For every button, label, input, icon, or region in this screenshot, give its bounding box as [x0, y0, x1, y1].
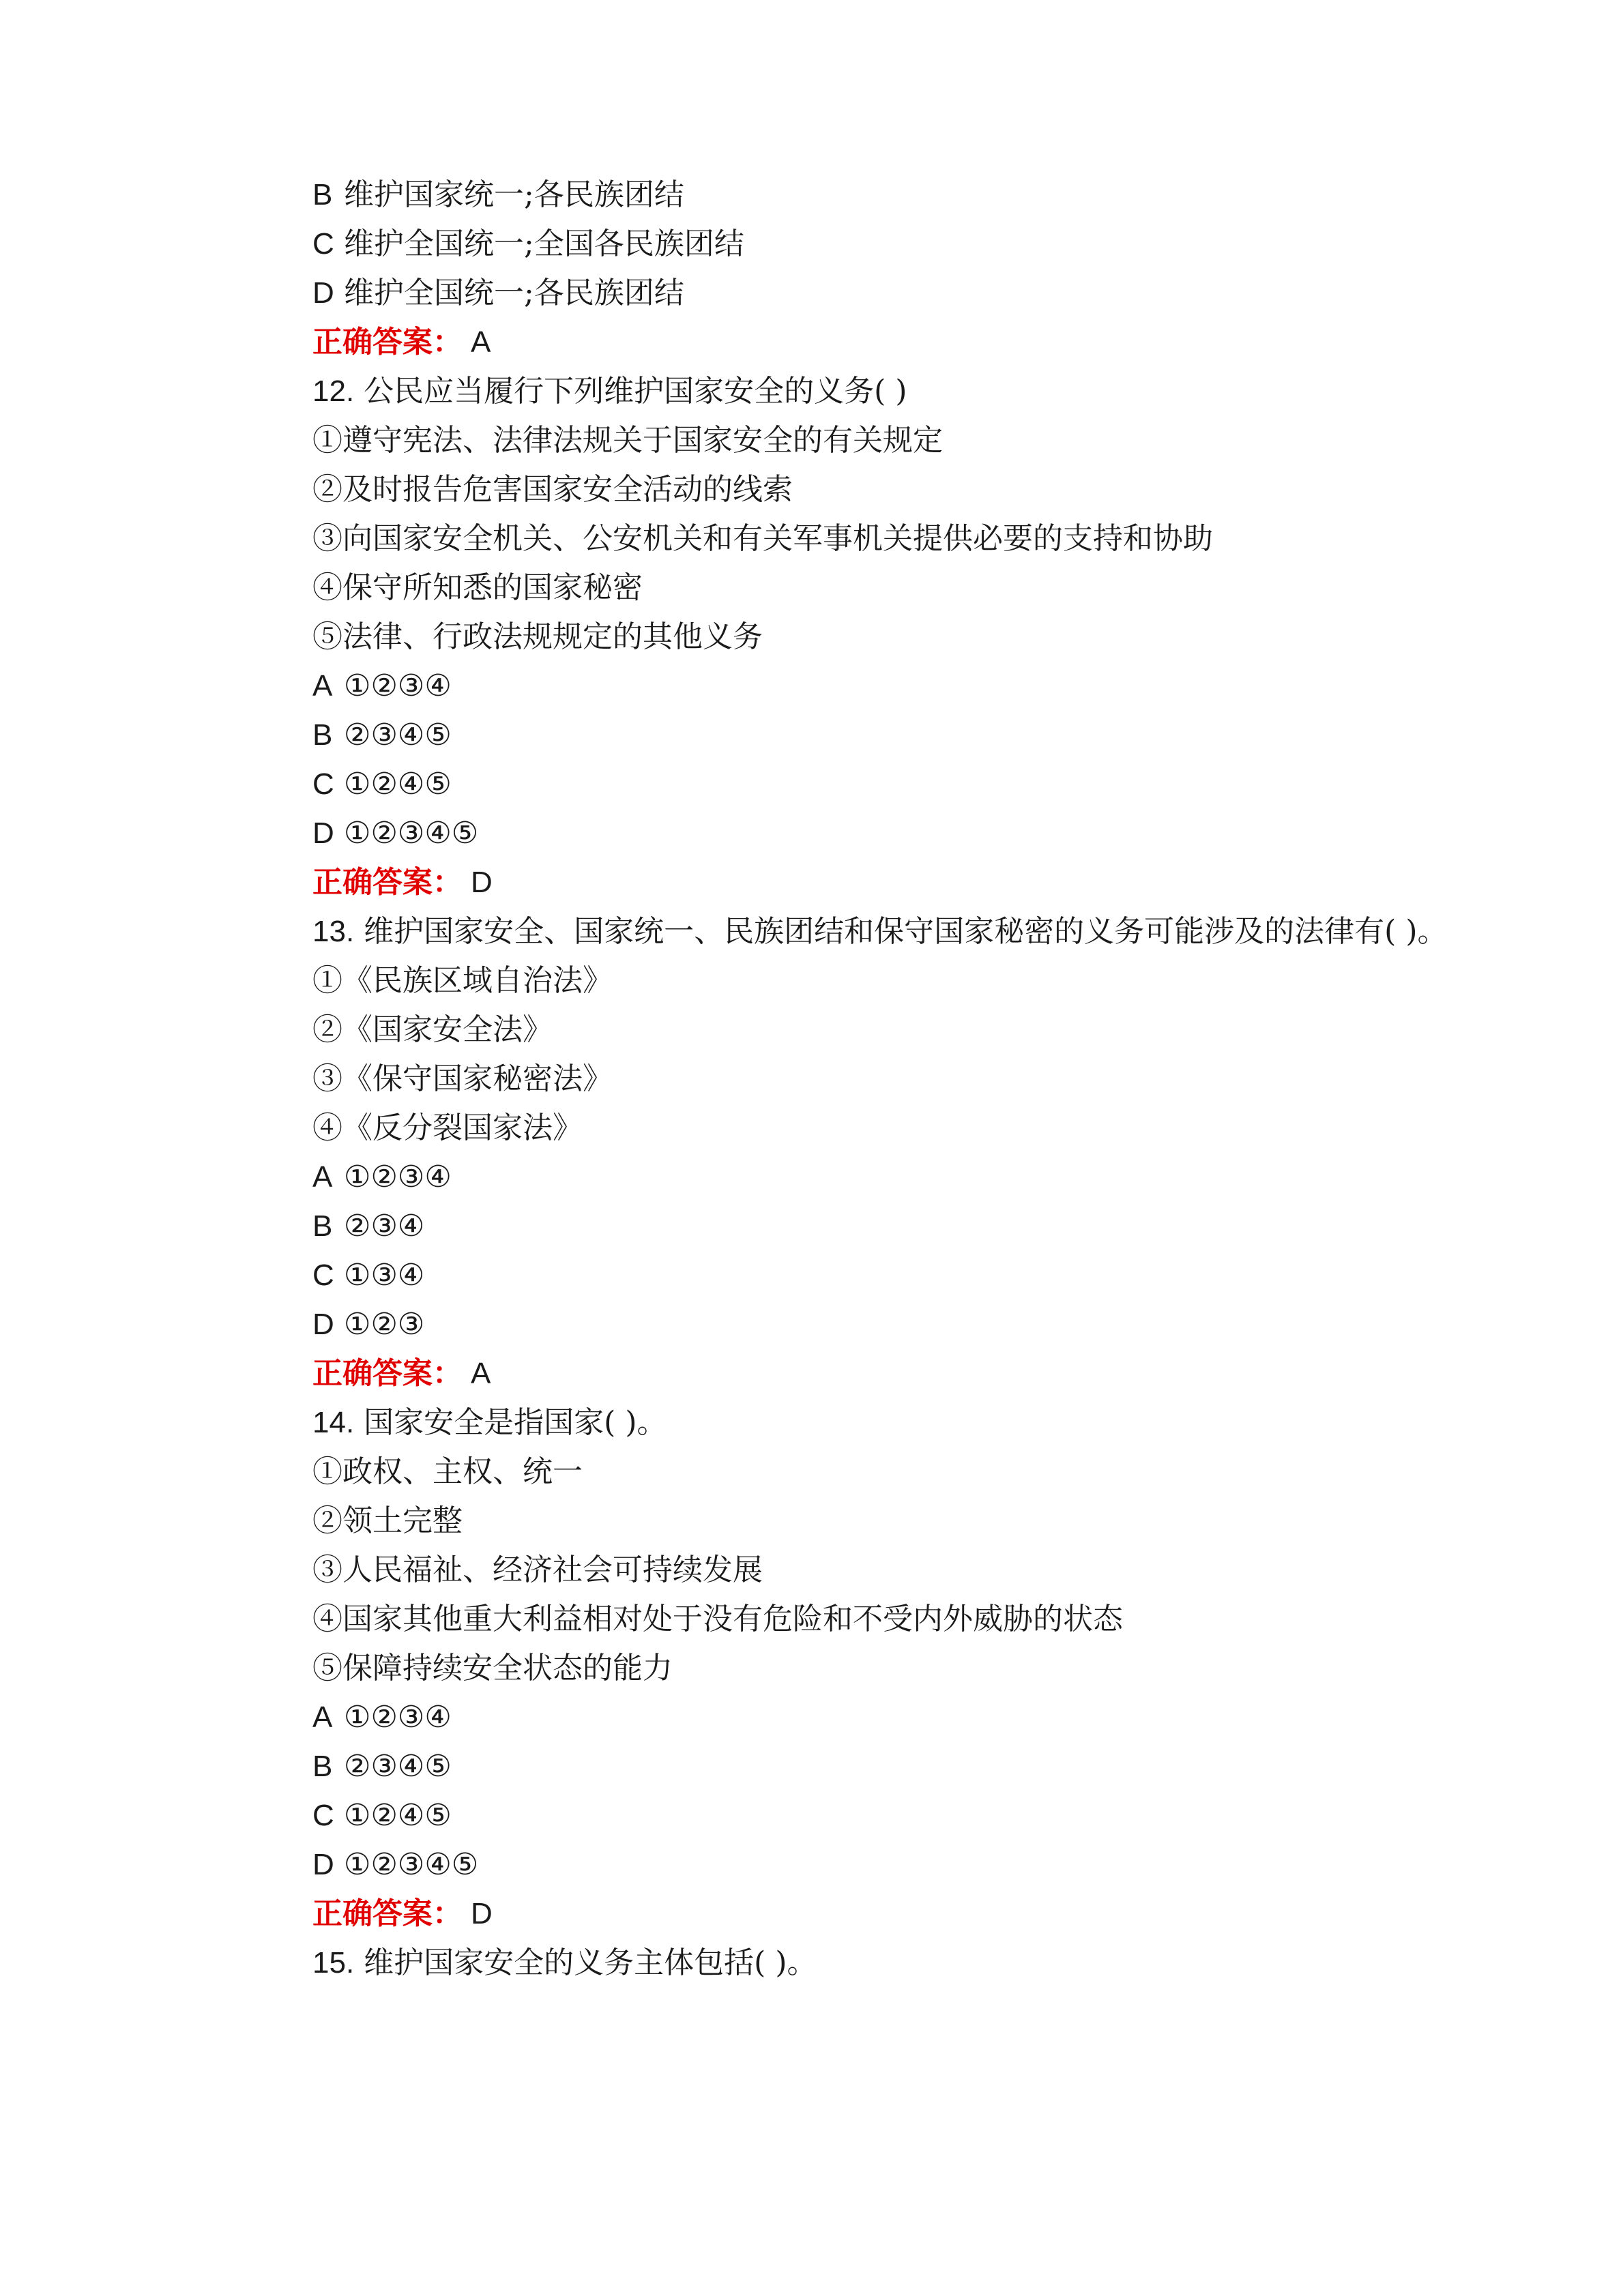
question-11-tail: [312, 171, 1472, 367]
option-text: 维护全国统一;各民族团结: [344, 276, 684, 310]
statement-item: ③向国家安全机关、公安机关和有关军事机关提供必要的支持和协助: [312, 521, 1213, 556]
statement-item: ④保守所知悉的国家秘密: [312, 570, 643, 605]
option-label: C: [312, 1259, 334, 1292]
answer-label: 正确答案：: [312, 1896, 463, 1931]
option-label: A: [312, 669, 333, 703]
option-d: [312, 1840, 1472, 1889]
option-text: ①②③④: [344, 1160, 452, 1194]
answer-label: 正确答案：: [312, 325, 463, 359]
option-label: B: [312, 1750, 333, 1783]
question-text: 维护国家安全、国家统一、民族团结和保守国家秘密的义务可能涉及的法律有( )。: [364, 914, 1448, 949]
option-text: ②③④⑤: [344, 1749, 452, 1784]
statement-item: ②领土完整: [312, 1503, 463, 1538]
question-number: 14.: [312, 1406, 355, 1439]
question-13: [312, 907, 1472, 1398]
option-label: C: [312, 1799, 334, 1832]
question-number: 15.: [312, 1946, 355, 1979]
question-text: 公民应当履行下列维护国家安全的义务( ): [364, 374, 907, 409]
statement-item: ①政权、主权、统一: [312, 1454, 583, 1489]
answer-value: A: [471, 325, 491, 359]
option-b: [312, 1742, 1472, 1791]
option-label: B: [312, 718, 333, 752]
statement-item: ⑤保障持续安全状态的能力: [312, 1651, 673, 1686]
answer-line: [312, 318, 1472, 367]
statement-item: ①《民族区域自治法》: [312, 963, 613, 998]
question-number: 12.: [312, 374, 355, 408]
answer-label: 正确答案：: [312, 865, 463, 900]
option-text: ②③④: [344, 1209, 425, 1243]
option-text: 维护国家统一;各民族团结: [344, 177, 684, 212]
option-d: [312, 269, 1472, 318]
option-a: [312, 1153, 1472, 1202]
question-text: 维护国家安全的义务主体包括( )。: [364, 1945, 817, 1980]
option-a: [312, 662, 1472, 711]
option-c: [312, 760, 1472, 809]
statement-item: ②《国家安全法》: [312, 1012, 553, 1047]
answer-value: D: [471, 1897, 493, 1930]
option-text: ①②④⑤: [344, 1798, 452, 1833]
option-label: D: [312, 276, 334, 310]
option-label: A: [312, 1701, 333, 1734]
option-text: ①②③④: [344, 1700, 452, 1735]
option-c: [312, 1251, 1472, 1300]
option-label: C: [312, 767, 334, 801]
option-text: ①②③: [344, 1307, 425, 1342]
option-text: ①③④: [344, 1258, 425, 1293]
option-text: ①②③④⑤: [344, 1847, 479, 1882]
option-label: D: [312, 1308, 334, 1341]
statement-item: ③人民福祉、经济社会可持续发展: [312, 1552, 763, 1587]
question-12: [312, 367, 1472, 907]
option-b: [312, 171, 1472, 220]
statement-item: ①遵守宪法、法律法规关于国家安全的有关规定: [312, 423, 943, 458]
option-text: ①②③④: [344, 668, 452, 703]
statement-item: ②及时报告危害国家安全活动的线索: [312, 472, 793, 507]
option-label: A: [312, 1160, 333, 1194]
answer-value: D: [471, 866, 493, 899]
option-d: [312, 809, 1472, 858]
option-c: [312, 220, 1472, 269]
statement-item: ④国家其他重大利益相对处于没有危险和不受内外威胁的状态: [312, 1602, 1123, 1636]
answer-line: [312, 1349, 1472, 1398]
answer-line: [312, 1889, 1472, 1939]
question-stem: [312, 1398, 1472, 1447]
question-stem: [312, 1939, 1472, 1988]
option-text: ①②③④⑤: [344, 816, 479, 851]
option-b: [312, 1202, 1472, 1251]
option-label: B: [312, 178, 333, 211]
option-text: ①②④⑤: [344, 767, 452, 801]
question-number: 13.: [312, 915, 355, 948]
question-stem: [312, 367, 1472, 416]
statement-item: ④《反分裂国家法》: [312, 1110, 583, 1145]
question-list: [312, 171, 1472, 1988]
question-15: [312, 1939, 1472, 1988]
answer-line: [312, 858, 1472, 907]
option-text: 维护全国统一;全国各民族团结: [344, 226, 744, 261]
question-stem: [312, 907, 1472, 956]
option-label: B: [312, 1209, 333, 1243]
answer-value: A: [471, 1357, 491, 1390]
statement-item: ⑤法律、行政法规规定的其他义务: [312, 619, 763, 654]
option-a: [312, 1693, 1472, 1742]
option-label: D: [312, 1848, 334, 1881]
option-label: C: [312, 227, 334, 261]
answer-label: 正确答案：: [312, 1356, 463, 1391]
option-b: [312, 711, 1472, 760]
question-text: 国家安全是指国家( )。: [364, 1405, 667, 1440]
statement-item: ③《保守国家秘密法》: [312, 1061, 613, 1096]
option-d: [312, 1300, 1472, 1349]
question-14: [312, 1398, 1472, 1939]
option-c: [312, 1791, 1472, 1840]
option-text: ②③④⑤: [344, 718, 452, 752]
option-label: D: [312, 816, 334, 850]
